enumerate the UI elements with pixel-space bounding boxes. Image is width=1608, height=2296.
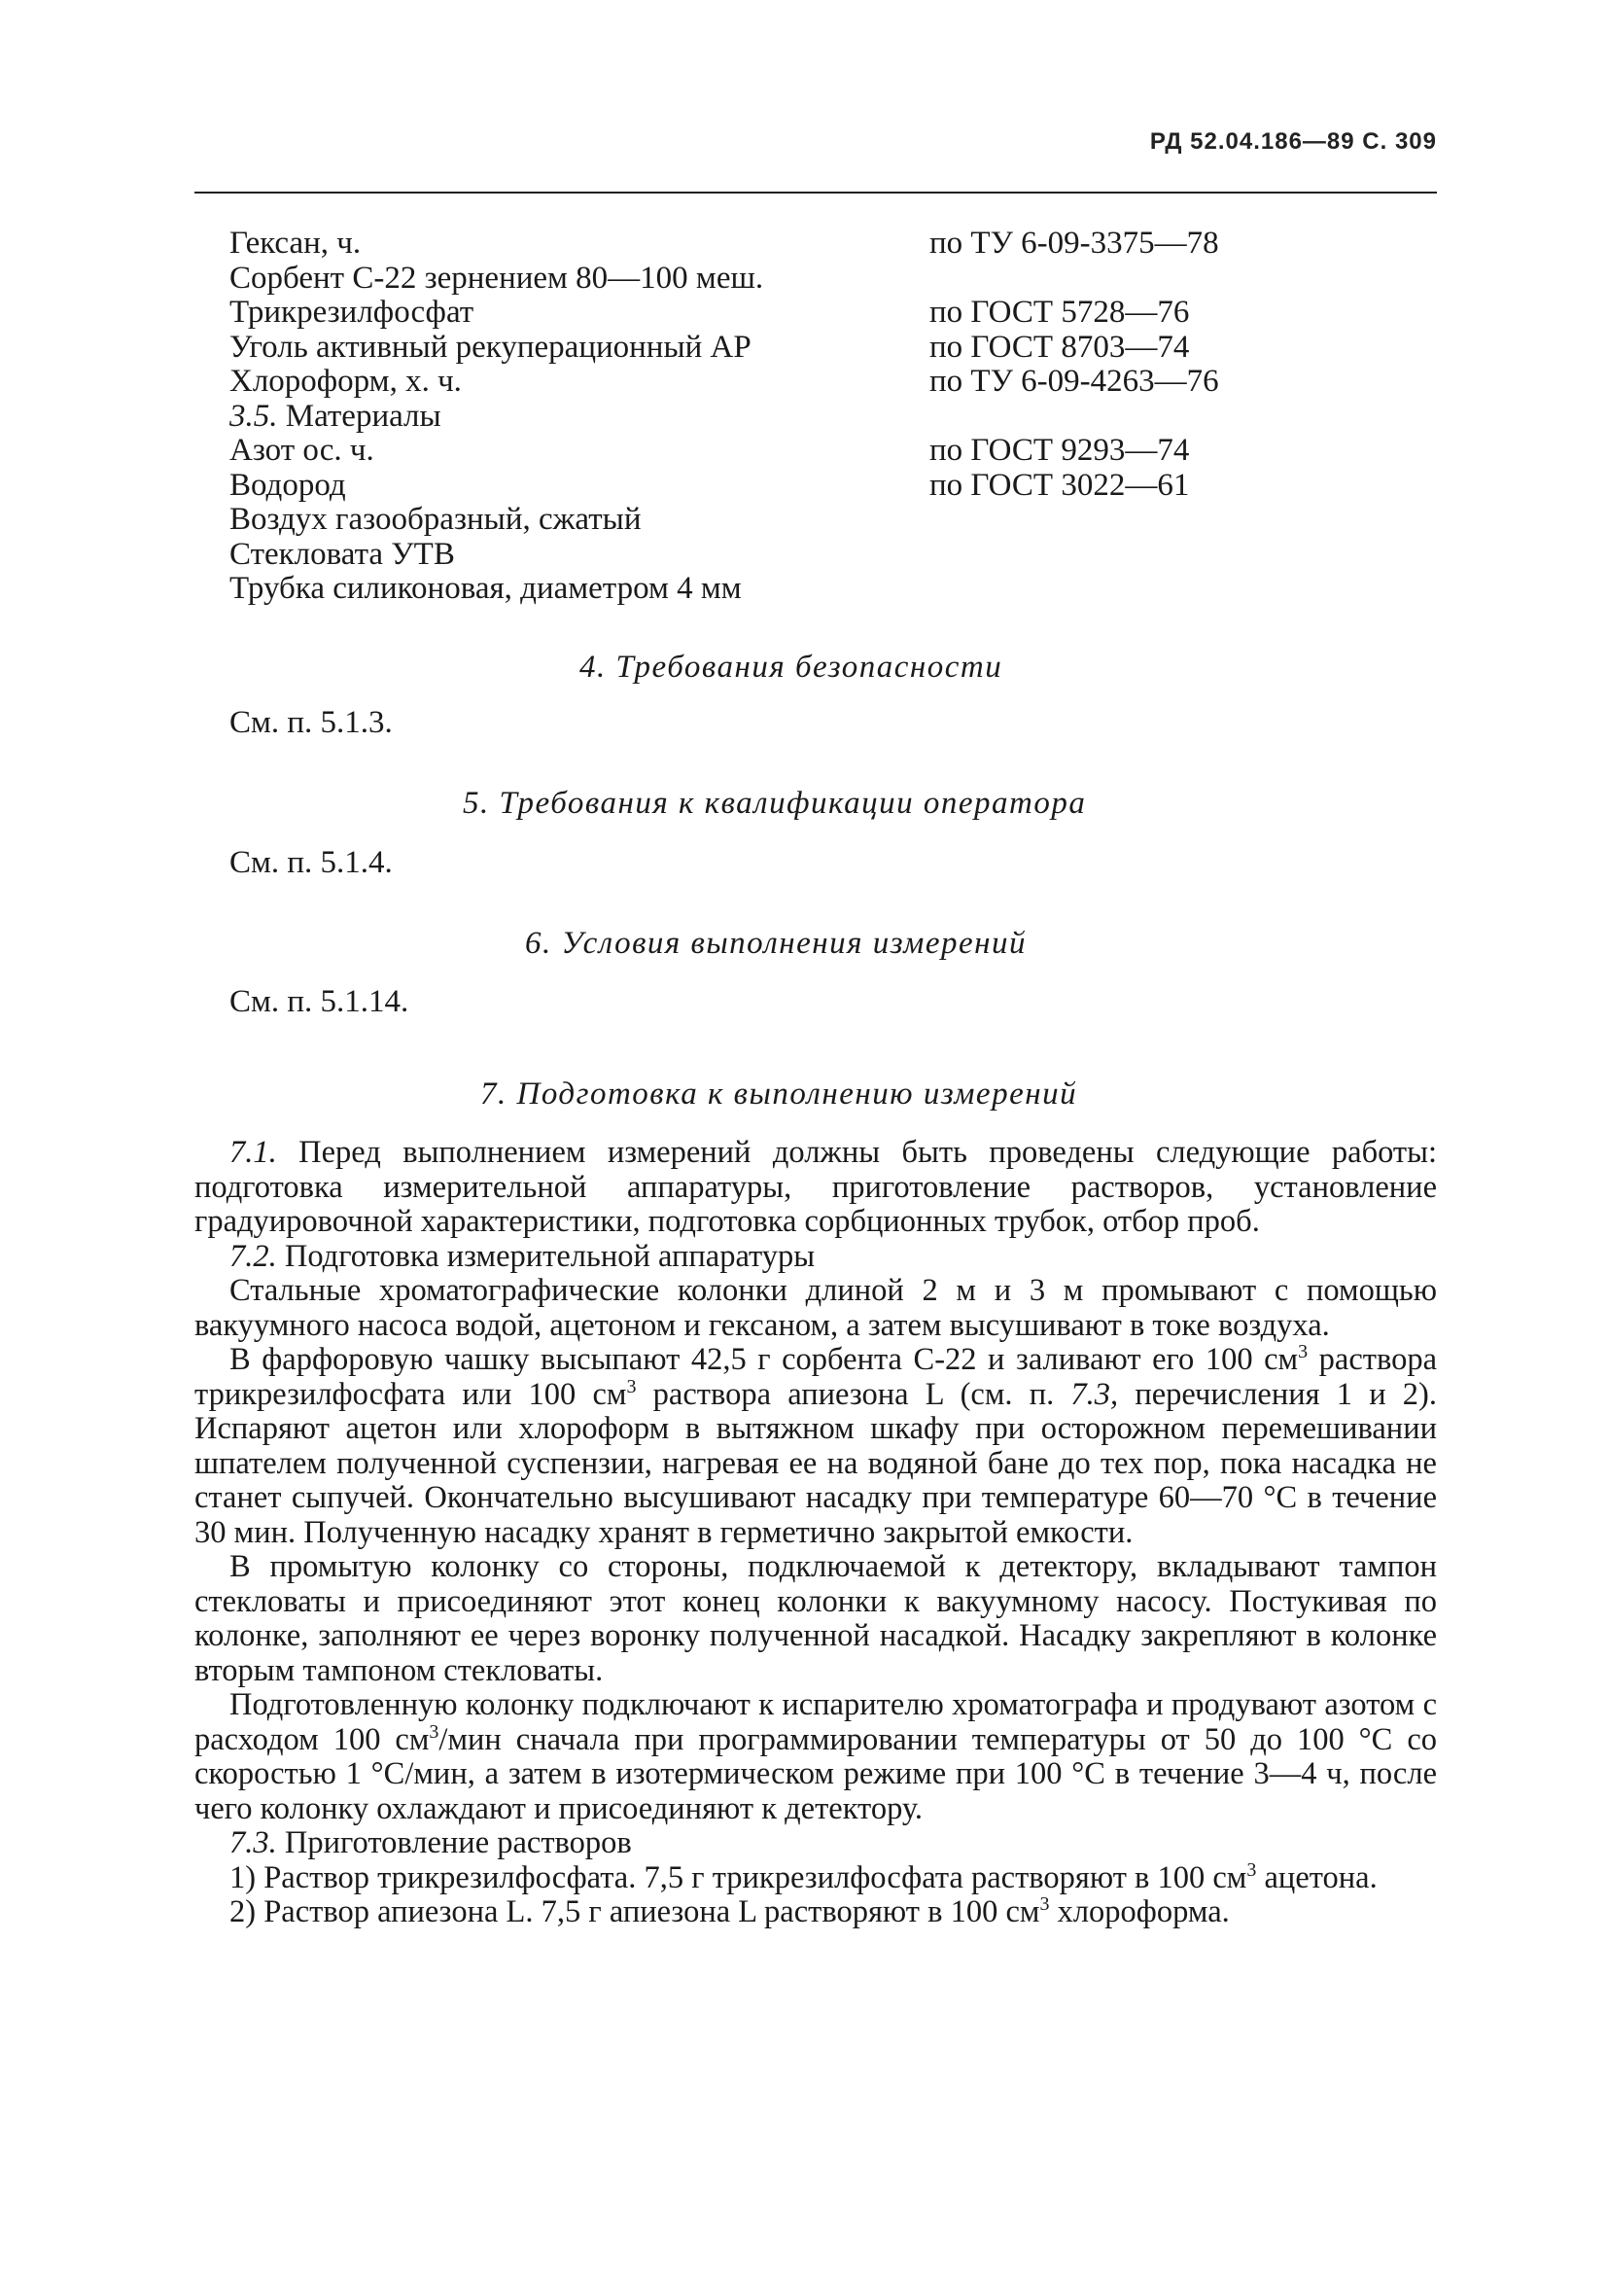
material-standard: по ТУ 6-09-3375—78 xyxy=(929,226,1219,261)
superscript: 3 xyxy=(626,1375,637,1397)
section-4-reference: См. п. 5.1.3. xyxy=(229,705,393,740)
clause-number: 3.5. xyxy=(229,398,278,434)
paragraph-text: раствора трикрезилфосфата или 100 см xyxy=(194,1342,1437,1412)
paragraph-7-2-heading xyxy=(194,1240,1437,1275)
material-standard xyxy=(929,572,1377,607)
paragraph-text: 1) Раствор трикрезилфосфата. 7,5 г трикрезилфосфата растворяют в 100 см xyxy=(229,1859,1247,1895)
material-row xyxy=(229,227,1377,262)
material-name-text: Водород xyxy=(229,467,346,503)
material-standard: по ТУ 6-09-4263—76 xyxy=(929,364,1219,399)
material-name-text: Уголь активный рекуперационный АР xyxy=(229,329,752,365)
material-name xyxy=(229,262,929,297)
section-6-reference: См. п. 5.1.14. xyxy=(229,984,409,1019)
paragraph-7-2-conditioning xyxy=(194,1688,1437,1826)
material-row xyxy=(229,296,1377,331)
clause-reference: 7.3, xyxy=(1070,1376,1119,1412)
paragraph-7-2-columns: Стальные хроматографические колонки длиной 2 м и 3 м промывают с помощью вакуумного насоса водой, ацетоном и гексаном, а затем высушивают в токе воздуха. xyxy=(194,1273,1437,1343)
material-name xyxy=(229,538,929,573)
material-name xyxy=(229,469,929,504)
section-7-title: 7. Подготовка к выполнению измерений xyxy=(480,1077,1078,1112)
material-name xyxy=(229,296,929,331)
material-name xyxy=(229,503,929,538)
material-standard xyxy=(929,400,1377,435)
paragraph-text: Приготовление растворов xyxy=(276,1825,632,1860)
materials-list xyxy=(229,227,1377,607)
paragraph-text: перечисления 1 и 2). Испаряют ацетон или хлороформ в вытяжном шкафу при осторожном перемешивании шпателем полученной суспензии, нагревая ее на водяной бане до тех пор, пока насадка не станет сыпучей. Окончательно высушивают насадку при температуре 60—70 °С в течение 30 мин. Полученную насадку хранят в герметично закрытой емкости. xyxy=(194,1376,1437,1550)
material-name-text: Трубка силиконовая, диаметром 4 мм xyxy=(229,571,742,606)
material-standard xyxy=(929,262,1377,297)
material-name-text: Азот ос. ч. xyxy=(229,433,374,468)
superscript: 3 xyxy=(1298,1341,1309,1362)
material-standard xyxy=(929,538,1377,573)
material-name xyxy=(229,572,929,607)
clause-number: 7.1. xyxy=(229,1135,277,1170)
material-row xyxy=(229,434,1377,469)
material-row xyxy=(229,572,1377,607)
section-5-reference: См. п. 5.1.4. xyxy=(229,845,393,880)
material-name-text: Стекловата УТВ xyxy=(229,536,455,572)
material-row xyxy=(229,469,1377,504)
material-name-text: Материалы xyxy=(277,398,441,434)
paragraph-7-3-heading xyxy=(194,1826,1437,1861)
paragraph-text: ацетона. xyxy=(1256,1859,1378,1895)
material-row xyxy=(229,365,1377,400)
material-standard: по ГОСТ 8703—74 xyxy=(929,329,1190,365)
paragraph-text: Перед выполнением измерений должны быть проведены следующие работы: подготовка измерительной аппаратуры, приготовление растворов, установление градуировочной характеристики, подготовка сорбционных трубок, отбор проб. xyxy=(194,1135,1437,1239)
material-name xyxy=(229,400,929,435)
material-row xyxy=(229,400,1377,435)
material-name-text: Воздух газообразный, сжатый xyxy=(229,502,642,537)
material-name xyxy=(229,331,929,366)
section-4-title: 4. Требования безопасности xyxy=(579,650,1003,685)
clause-number: 7.3. xyxy=(229,1825,277,1860)
material-row xyxy=(229,262,1377,297)
material-name-text: Хлороформ, х. ч. xyxy=(229,364,462,399)
superscript: 3 xyxy=(1246,1858,1257,1881)
material-row xyxy=(229,331,1377,366)
paragraph-7-2-packing: В промытую колонку со стороны, подключаемой к детектору, вкладывают тампон стекловаты и присоединяют этот конец колонки к вакуумному насосу. Постукивая по колонке, заполняют ее через воронку полученной насадкой. Насадку закрепляют в колонке вторым тампоном стекловаты. xyxy=(194,1549,1437,1688)
material-row xyxy=(229,503,1377,538)
paragraph-text: В фарфоровую чашку высыпают 42,5 г сорбента С-22 и заливают его 100 см xyxy=(229,1342,1299,1377)
clause-number: 7.2. xyxy=(229,1238,277,1274)
material-name xyxy=(229,434,929,469)
material-name xyxy=(229,227,929,262)
material-name-text: Трикрезилфосфат xyxy=(229,295,474,330)
paragraph-7-3-item-2 xyxy=(194,1895,1437,1930)
material-name xyxy=(229,365,929,400)
superscript: 3 xyxy=(1039,1893,1050,1915)
paragraph-text: /мин сначала при программировании температуры от 50 до 100 °С со скоростью 1 °С/мин, а затем в изотермическом режиме при 100 °С в течение 3—4 ч, после чего колонку охлаждают и присоединяют к детектору. xyxy=(194,1721,1437,1826)
superscript: 3 xyxy=(429,1720,439,1743)
material-name-text: Гексан, ч. xyxy=(229,226,362,261)
page-header: РД 52.04.186—89 С. 309 xyxy=(1149,128,1437,155)
paragraph-text: хлороформа. xyxy=(1049,1894,1230,1929)
section-6-title: 6. Условия выполнения измерений xyxy=(525,926,1028,961)
material-standard: по ГОСТ 5728—76 xyxy=(929,295,1190,330)
paragraph-text: Подготовленную колонку подключают к испарителю хроматографа и продувают азотом с расходом 100 см xyxy=(194,1687,1437,1757)
material-standard: по ГОСТ 9293—74 xyxy=(929,433,1190,468)
material-standard xyxy=(929,503,1377,538)
paragraph-7-1 xyxy=(194,1136,1437,1240)
section-7-body xyxy=(194,1136,1437,1930)
header-rule xyxy=(194,192,1437,194)
paragraph-text: раствора апиезона L (см. п. xyxy=(636,1376,1071,1412)
material-standard: по ГОСТ 3022—61 xyxy=(929,467,1190,503)
section-5-title: 5. Требования к квалификации оператора xyxy=(463,786,1087,821)
paragraph-text: 2) Раствор апиезона L. 7,5 г апиезона L растворяют в 100 см xyxy=(229,1894,1040,1929)
paragraph-7-3-item-1 xyxy=(194,1858,1437,1896)
material-row xyxy=(229,538,1377,573)
material-name-text: Сорбент С-22 зернением 80—100 меш. xyxy=(229,260,764,296)
paragraph-7-2-sorbent xyxy=(194,1343,1437,1550)
paragraph-text: Подготовка измерительной аппаратуры xyxy=(276,1238,816,1274)
